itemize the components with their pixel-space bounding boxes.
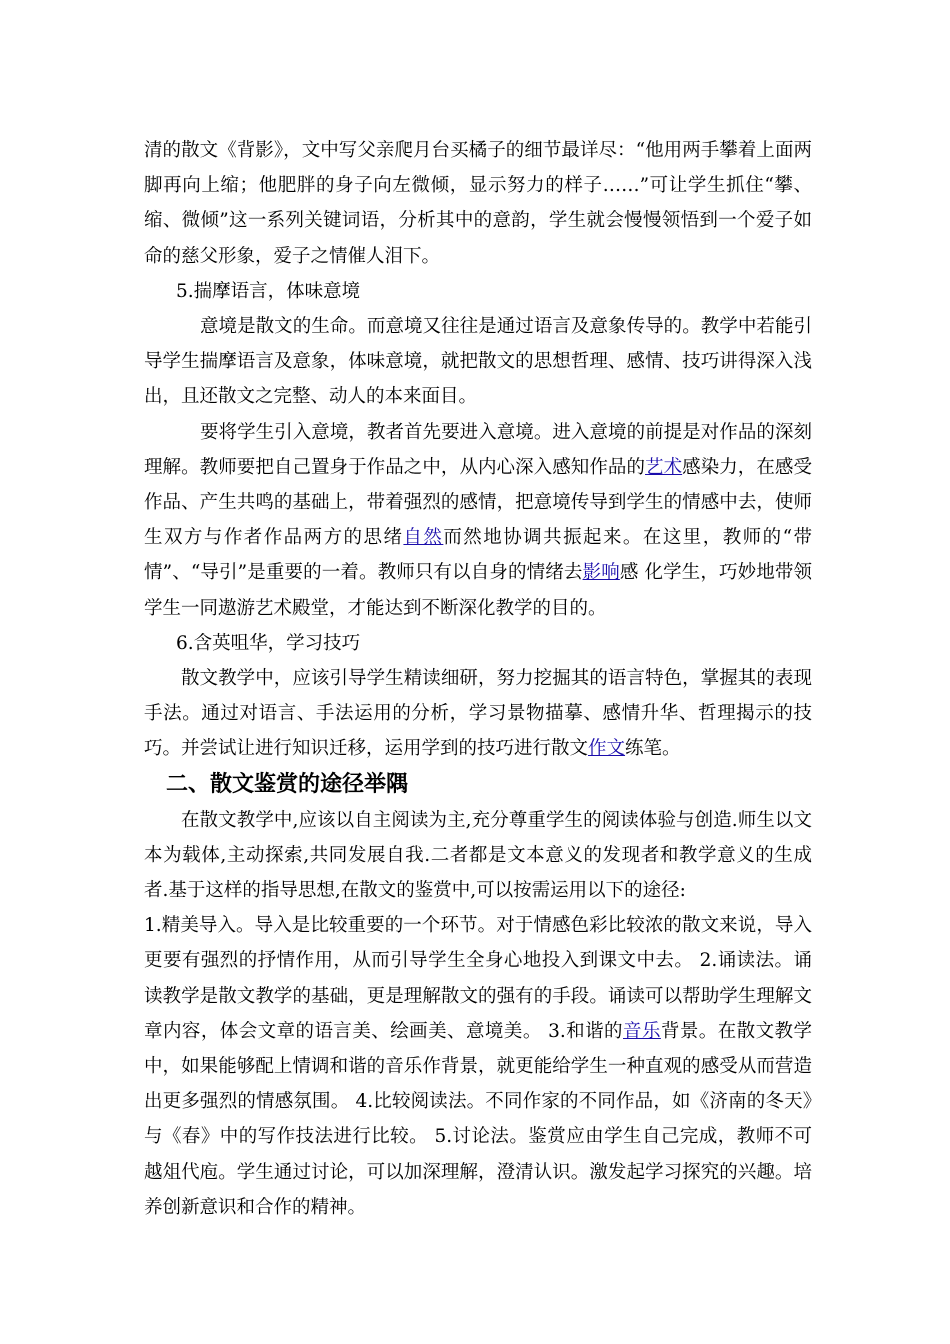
paragraph-text: 而然地协调共振起来。在这里，教师的“带情”、“导引”是重要的一着。教师只有以自身的情绪去 — [144, 527, 812, 584]
paragraph-text: 背景。在散文教学中，如果能够配上情调和谐的音乐作背景，就更能给学生一种直观的感受从而营造出更多强烈的情感氛围。 4.比较阅读法。不同作家的不同作品，如《济南的冬天》与《春》中的写作技法进行比较。 5.讨论法。鉴赏应由学生自己完成，教师不可越俎代庖。学生通过讨论，可以加深理解，澄清认识。激发起学习探究的兴趣。培养创新意识和合作的精神。 — [144, 1020, 812, 1218]
paragraph-beiying — [144, 133, 812, 274]
paragraph-text: 清的散文《背影》，文中写父亲爬月台买橘子的细节最详尽：“他用两手攀着上面两脚再向上缩；他肥胖的身子向左微倾，显示努力的样子……”可让学生抓住“攀、缩、微倾”这一系列关键词语，分析其中的意韵，学生就会慢慢领悟到一个爱子如命的慈父形象，爱子之情催人泪下。 — [144, 140, 812, 267]
paragraph-jiqiao — [144, 661, 812, 767]
paragraph-yijing-teacher — [144, 415, 812, 626]
paragraph-text: 感染力，在感受作品、产生共鸣的基础上，带着强烈的感情，把意境传导到学生的情感中去，使师生双方与作者作品两方的思绪 — [144, 456, 812, 549]
section-heading-5: 5.揣摩语言，体味意境 — [176, 280, 361, 302]
link-zuowen[interactable]: 作文 — [588, 738, 626, 760]
link-yinyue[interactable]: 音乐 — [623, 1020, 661, 1042]
paragraph-text: 散文教学中，应该引导学生精读细研，努力挖掘其的语言特色，掌握其的表现手法。通过对语言、手法运用的分析，学习景物描摹、感情升华、哲理揭示的技巧。并尝试让进行知识迁移，运用学到的技巧进行散文 — [144, 668, 812, 760]
paragraph-jianshang-intro: 在散文教学中,应该以自主阅读为主,充分尊重学生的阅读体验与创造.师生以文本为载体,主动探索,共同发展自我.二者都是文本意义的发现者和教学意义的生成者.基于这样的指导思想,在散文的鉴赏中,可以按需运用以下的途径: — [144, 809, 812, 902]
link-yingxiang[interactable]: 影响 — [582, 562, 620, 584]
paragraph-text: 感 化学生，巧妙地带领学生一同遨游艺术殿堂，才能达到不断深化教学的目的。 — [144, 562, 812, 619]
paragraph-text: 要将学生引入意境，教者首先要进入意境。进入意境的前提是对作品的深刻理解。教师要把自己置身于作品之中，从内心深入感知作品的 — [144, 421, 812, 478]
document-page — [144, 133, 812, 1225]
paragraph-yijing-intro: 意境是散文的生命。而意境又往往是通过语言及意象传导的。教学中若能引导学生揣摩语言及意象，体味意境，就把散文的思想哲理、感情、技巧讲得深入浅出，且还散文之完整、动人的本来面目。 — [144, 316, 812, 408]
paragraph-methods — [144, 908, 812, 1225]
link-yishu[interactable]: 艺术 — [645, 456, 683, 478]
paragraph-text: 1.精美导入。导入是比较重要的一个环节。对于情感色彩比较浓的散文来说，导入更要有强烈的抒情作用，从而引导学生全身心地投入到课文中去。 2.诵读法。诵读教学是散文教学的基础，更是理解散文的强有的手段。诵读可以帮助学生理解文章内容，体会文章的语言美、绘画美、意境美。 3.和谐的 — [144, 915, 812, 1042]
link-ziran[interactable]: 自然 — [403, 527, 444, 549]
chapter-heading: 二、散文鉴赏的途径举隅 — [166, 771, 409, 797]
section-heading-6: 6.含英咀华，学习技巧 — [176, 632, 361, 654]
paragraph-text: 练笔。 — [625, 738, 681, 760]
